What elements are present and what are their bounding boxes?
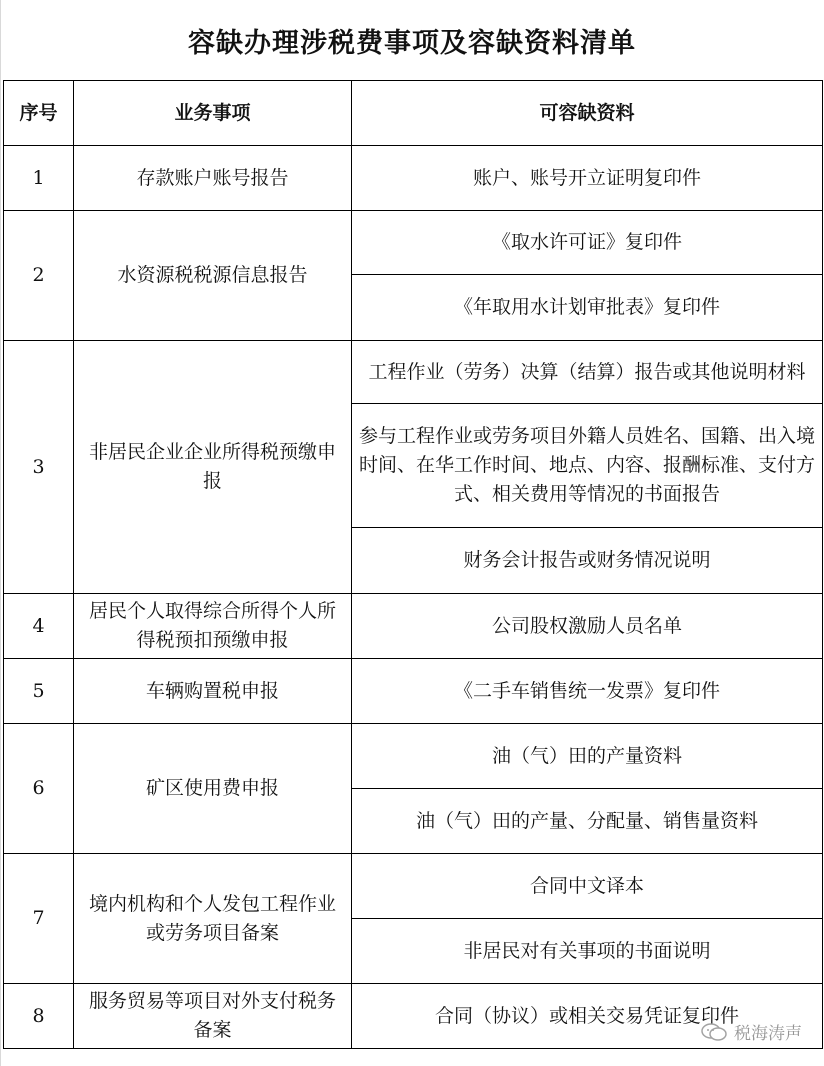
row-doc: 工程作业（劳务）决算（结算）报告或其他说明材料 bbox=[352, 341, 823, 404]
row-number: 2 bbox=[4, 211, 74, 341]
table-row bbox=[4, 146, 823, 211]
row-item: 服务贸易等项目对外支付税务备案 bbox=[74, 984, 352, 1049]
row-item: 车辆购置税申报 bbox=[74, 659, 352, 724]
wechat-icon bbox=[700, 1022, 728, 1042]
row-number: 8 bbox=[4, 984, 74, 1049]
row-doc: 油（气）田的产量、分配量、销售量资料 bbox=[352, 789, 823, 854]
row-number: 7 bbox=[4, 854, 74, 984]
row-number: 6 bbox=[4, 724, 74, 854]
row-number: 5 bbox=[4, 659, 74, 724]
row-item: 居民个人取得综合所得个人所得税预扣预缴申报 bbox=[74, 594, 352, 659]
row-item: 矿区使用费申报 bbox=[74, 724, 352, 854]
row-doc: 《年取用水计划审批表》复印件 bbox=[352, 275, 823, 341]
row-doc: 《二手车销售统一发票》复印件 bbox=[352, 659, 823, 724]
row-number: 4 bbox=[4, 594, 74, 659]
header-item: 业务事项 bbox=[74, 81, 352, 146]
row-item: 非居民企业企业所得税预缴申报 bbox=[74, 341, 352, 594]
row-doc: 财务会计报告或财务情况说明 bbox=[352, 528, 823, 594]
row-number: 3 bbox=[4, 341, 74, 594]
table-row bbox=[4, 724, 823, 789]
row-doc: 账户、账号开立证明复印件 bbox=[352, 146, 823, 211]
table-row bbox=[4, 211, 823, 275]
table-row bbox=[4, 854, 823, 919]
row-doc: 合同（协议）或相关交易凭证复印件 bbox=[352, 984, 823, 1049]
header-docs: 可容缺资料 bbox=[352, 81, 823, 146]
row-item: 存款账户账号报告 bbox=[74, 146, 352, 211]
row-item: 境内机构和个人发包工程作业或劳务项目备案 bbox=[74, 854, 352, 984]
watermark-text: 税海涛声 bbox=[734, 1024, 802, 1044]
row-item: 水资源税税源信息报告 bbox=[74, 211, 352, 341]
checklist-table bbox=[3, 80, 823, 1049]
row-doc: 公司股权激励人员名单 bbox=[352, 594, 823, 659]
watermark bbox=[700, 1019, 802, 1044]
row-doc: 《取水许可证》复印件 bbox=[352, 211, 823, 275]
row-doc: 参与工程作业或劳务项目外籍人员姓名、国籍、出入境时间、在华工作时间、地点、内容、报酬标准、支付方式、相关费用等情况的书面报告 bbox=[352, 404, 823, 528]
row-doc: 合同中文译本 bbox=[352, 854, 823, 919]
table-row bbox=[4, 659, 823, 724]
row-number: 1 bbox=[4, 146, 74, 211]
table-row bbox=[4, 341, 823, 404]
header-no: 序号 bbox=[4, 81, 74, 146]
table-row bbox=[4, 594, 823, 659]
page-title: 容缺办理涉税费事项及容缺资料清单 bbox=[188, 27, 636, 59]
table-header-row bbox=[4, 81, 823, 146]
row-doc: 油（气）田的产量资料 bbox=[352, 724, 823, 789]
row-doc: 非居民对有关事项的书面说明 bbox=[352, 919, 823, 984]
